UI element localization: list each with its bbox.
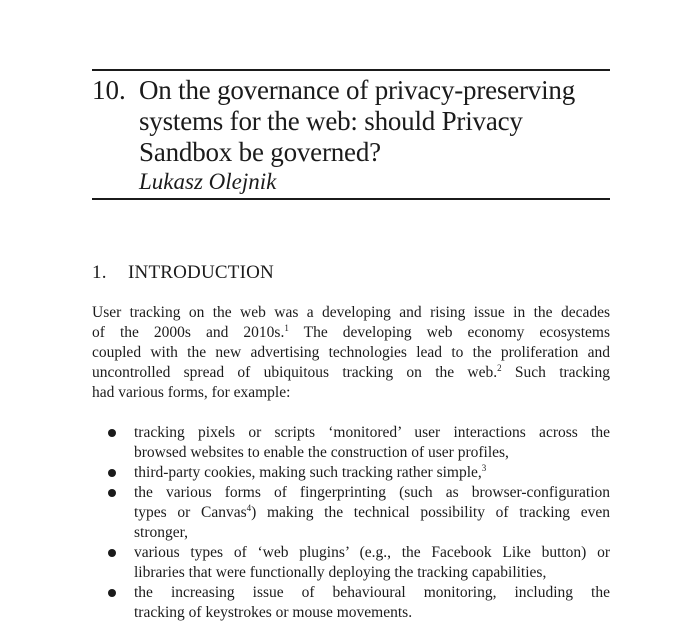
chapter-author: Lukasz Olejnik (139, 169, 277, 194)
section-heading (92, 261, 274, 285)
bullet-icon (108, 549, 116, 557)
paragraph-line: had various forms, for example: (92, 384, 291, 401)
footnote-ref[interactable]: 1 (284, 323, 289, 333)
footnote-ref[interactable]: 4 (246, 503, 252, 513)
intro-paragraph (92, 303, 610, 403)
title-top-rule (92, 69, 610, 71)
paragraph-line: uncontrolled spread of ubiquitous tracking on the web.$^2$ Such tracking (92, 363, 610, 381)
section-title: INTRODUCTION (128, 262, 274, 283)
list-item: tracking pixels or scripts ‘monitored’ user interactions across the browsed websites to enable the construction of user profiles, (92, 423, 610, 463)
tracking-forms-list (92, 423, 610, 623)
list-item: the increasing issue of behavioural monitoring, including the tracking of keystrokes or mouse movements. (92, 583, 610, 623)
paragraph-line: coupled with the new advertising technologies lead to the proliferation and (92, 344, 610, 361)
list-item: various types of ‘web plugins’ (e.g., the Facebook Like button) or libraries that were functionally deploying the tracking capabilities, (92, 543, 610, 583)
chapter-title-line: Sandbox be governed? (139, 137, 381, 167)
footnote-ref[interactable]: 2 (497, 363, 502, 373)
bullet-icon (108, 489, 116, 497)
section-number: 1. (92, 262, 107, 283)
footnote-ref[interactable]: 3 (481, 463, 487, 473)
chapter-title-line: systems for the web: should Privacy (139, 106, 523, 136)
title-bottom-rule (92, 198, 610, 200)
bullet-icon (108, 589, 116, 597)
paragraph-line: of the 2000s and 2010s.$^1$ The developing web economy ecosystems (92, 323, 610, 341)
bullet-icon (108, 469, 116, 477)
chapter-title (139, 75, 609, 168)
paragraph-line: User tracking on the web was a developing and rising issue in the decades (92, 304, 610, 321)
list-item: the various forms of fingerprinting (such as browser-configuration types or Canvas$^4$) making the technical possibility of tracking even stronger, (92, 483, 610, 543)
chapter-number: 10. (92, 75, 126, 105)
bullet-icon (108, 429, 116, 437)
chapter-title-line: On the governance of privacy-preserving (139, 75, 576, 105)
list-item: third-party cookies, making such tracking rather simple,$^3$ (92, 463, 610, 483)
